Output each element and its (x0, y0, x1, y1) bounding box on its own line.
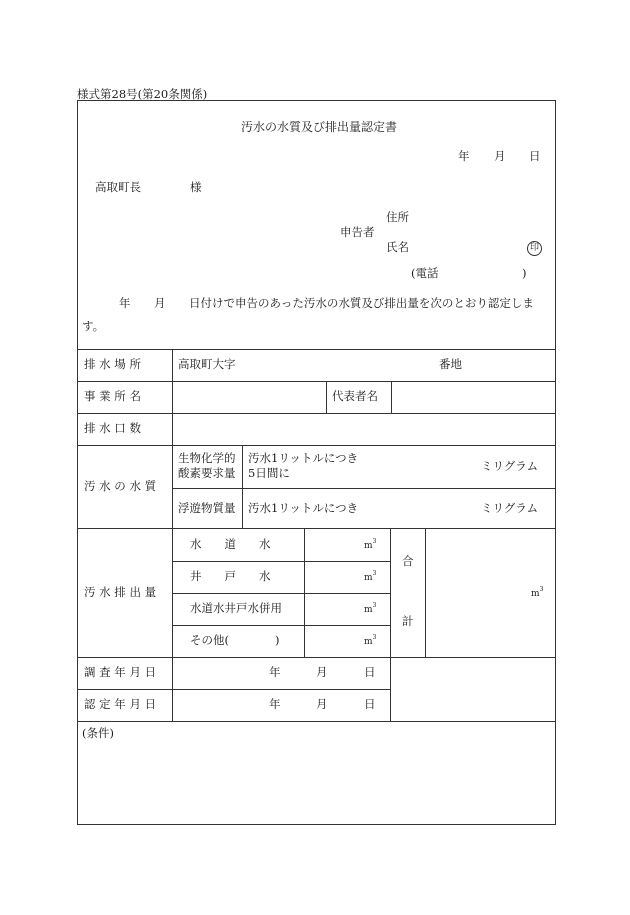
representative-label: 代表者名 (332, 389, 378, 403)
bod-unit: ミリグラム (481, 459, 539, 473)
drain-location-prefix: 高取町大字 (178, 357, 236, 371)
cert-year: 年 (269, 697, 281, 711)
survey-date-label: 調 査 年 月 日 (84, 665, 157, 679)
drain-location-label: 排 水 場 所 (84, 357, 141, 371)
drain-location-suffix: 番地 (439, 357, 462, 371)
discharge-row-unit: $m^3$ (364, 602, 377, 615)
office-name-label: 事 業 所 名 (84, 389, 141, 403)
survey-day: 日 (364, 665, 376, 679)
discharge-row-name: 水道水井戸水併用 (190, 601, 282, 615)
document-title: 汚水の水質及び排出量認定書 (241, 120, 398, 134)
addressee-name: 高取町長 (95, 180, 141, 194)
discharge-total-label-2: 計 (402, 614, 414, 628)
certificate-frame (77, 100, 556, 825)
cert-month: 月 (316, 697, 328, 711)
discharge-total-unit: $m^3$ (531, 586, 544, 599)
date-month: 月 (494, 149, 506, 163)
phone-open: (電話 (411, 266, 439, 280)
bod-label-2: 酸素要求量 (178, 466, 236, 480)
cert-day: 日 (364, 697, 376, 711)
body-year: 年 (119, 296, 131, 310)
phone-close: ) (522, 266, 527, 280)
bod-text-2: 5日間に (248, 466, 290, 480)
ss-unit: ミリグラム (481, 501, 539, 515)
declarant-address-label: 住所 (386, 210, 409, 224)
discharge-label: 汚 水 排 出 量 (84, 585, 157, 599)
body-month: 月 (154, 296, 166, 310)
addressee-honorific: 様 (190, 180, 202, 194)
seal-mark: 印 (527, 241, 542, 256)
discharge-total-label-1: 合 (402, 554, 414, 568)
body-text-line2: す。 (82, 319, 105, 333)
ss-label: 浮遊物質量 (178, 501, 236, 515)
quality-label: 汚 水 の 水 質 (84, 479, 157, 493)
bod-text-1: 汚水1リットルにつき (248, 451, 359, 465)
survey-year: 年 (269, 665, 281, 679)
discharge-row-unit: $m^3$ (364, 538, 377, 551)
outlet-count-label: 排 水 口 数 (84, 421, 141, 435)
bod-label-1: 生物化学的 (178, 451, 236, 465)
discharge-row-name: 水 道 水 (190, 537, 271, 551)
discharge-row-name: その他( ) (190, 633, 280, 647)
body-text-line1: 日付けで申告のあった汚水の水質及び排出量を次のとおり認定しま (189, 296, 534, 310)
conditions-label: (条件) (82, 726, 114, 740)
date-year: 年 (458, 149, 470, 163)
declarant-label: 申告者 (340, 225, 375, 239)
discharge-row-unit: $m^3$ (364, 570, 377, 583)
discharge-row-unit: $m^3$ (364, 634, 377, 647)
declarant-name-label: 氏名 (386, 240, 409, 254)
ss-text: 汚水1リットルにつき (248, 501, 359, 515)
form-number: 様式第28号(第20条関係) (77, 87, 208, 101)
date-day: 日 (529, 149, 541, 163)
cert-date-label: 認 定 年 月 日 (84, 697, 157, 711)
survey-month: 月 (316, 665, 328, 679)
discharge-row-name: 井 戸 水 (190, 569, 271, 583)
